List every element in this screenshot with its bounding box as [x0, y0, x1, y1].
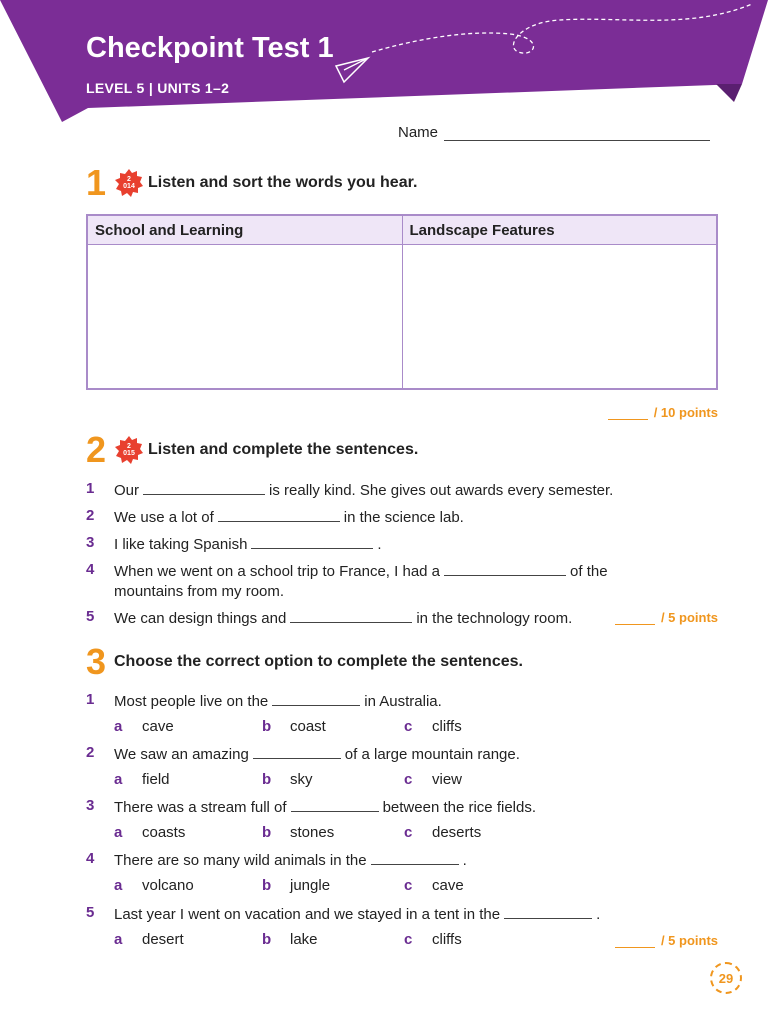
section-instruction: Choose the correct option to complete the sentences. [114, 653, 523, 670]
section-1-points [608, 405, 718, 420]
section-instruction: Listen and sort the words you hear. [148, 174, 418, 191]
option-b[interactable]: b stones [262, 824, 335, 841]
page-title: Checkpoint Test 1 [86, 32, 334, 64]
item-text: between the rice fields. [382, 799, 536, 816]
answer-blank[interactable] [290, 608, 412, 623]
item-text: . [462, 852, 467, 869]
audio-track-icon[interactable] [114, 435, 144, 465]
item-text: of a large mountain range. [344, 746, 520, 763]
option-b[interactable]: b lake [262, 931, 318, 948]
item-number: 5 [86, 608, 95, 625]
option-a[interactable]: a volcano [114, 877, 194, 894]
option-a[interactable]: a coasts [114, 824, 186, 841]
item-text: We saw an amazing [114, 746, 249, 763]
name-field [398, 124, 710, 141]
item-text: There was a stream full of [114, 799, 287, 816]
page-number-badge [710, 962, 742, 994]
answer-blank[interactable] [291, 797, 379, 812]
answer-blank[interactable] [143, 480, 265, 495]
option-c[interactable]: c view [404, 771, 463, 788]
option-c[interactable]: c deserts [404, 824, 482, 841]
page-number: 29 [718, 970, 734, 986]
points-label: / 5 points [660, 933, 718, 948]
audio-track-icon[interactable] [114, 168, 144, 198]
list-item [86, 691, 654, 712]
option-c[interactable]: c cliffs [404, 718, 462, 735]
item-text: . [377, 536, 382, 553]
table-cell-school[interactable] [87, 245, 402, 390]
list-item [86, 534, 654, 555]
list-item [86, 797, 654, 818]
table-header-landscape: Landscape Features [402, 215, 717, 245]
item-number: 1 [86, 691, 95, 708]
answer-blank[interactable] [253, 744, 341, 759]
answer-blank[interactable] [251, 534, 373, 549]
answer-blank[interactable] [218, 507, 340, 522]
answer-blank[interactable] [504, 904, 592, 919]
score-blank[interactable] [615, 935, 655, 948]
sort-table [86, 214, 718, 390]
option-a[interactable]: a desert [114, 931, 184, 948]
list-item [86, 850, 654, 871]
section-2-heading [86, 429, 419, 470]
section-3-points [615, 933, 718, 948]
audio-track-number: 2 015 [123, 443, 135, 457]
item-text: We can design things and [114, 610, 287, 627]
page-subtitle: LEVEL 5 | UNITS 1–2 [86, 80, 230, 96]
name-label: Name [398, 124, 439, 141]
item-text: in the science lab. [343, 509, 464, 526]
item-text: is really kind. She gives out awards every semester. [269, 482, 614, 499]
item-text: of the mountains from my room. [114, 563, 608, 600]
option-b[interactable]: b coast [262, 718, 326, 735]
section-instruction: Listen and complete the sentences. [148, 441, 419, 458]
option-b[interactable]: b jungle [262, 877, 331, 894]
item-text: There are so many wild animals in the [114, 852, 367, 869]
item-number: 5 [86, 904, 95, 921]
table-header-school: School and Learning [87, 215, 402, 245]
item-number: 3 [86, 797, 95, 814]
list-item [86, 608, 654, 629]
list-item [86, 904, 654, 925]
item-number: 1 [86, 480, 95, 497]
item-text: When we went on a school trip to France, I had a [114, 563, 441, 580]
answer-blank[interactable] [371, 850, 459, 865]
item-text: in Australia. [364, 693, 442, 710]
section-number: 1 [86, 162, 107, 203]
score-blank[interactable] [615, 612, 655, 625]
list-item [86, 507, 654, 528]
name-blank[interactable] [444, 124, 710, 141]
section-number: 3 [86, 641, 107, 682]
item-text: We use a lot of [114, 509, 214, 526]
option-b[interactable]: b sky [262, 771, 313, 788]
answer-blank[interactable] [444, 561, 566, 576]
list-item [86, 744, 654, 765]
score-blank[interactable] [608, 407, 648, 420]
section-3-heading [86, 641, 523, 682]
audio-track-number: 2 014 [123, 176, 135, 190]
section-number: 2 [86, 429, 107, 470]
points-label: / 10 points [653, 405, 718, 420]
header-banner [0, 0, 768, 125]
table-cell-landscape[interactable] [402, 245, 717, 390]
list-item [86, 480, 654, 501]
option-c[interactable]: c cave [404, 877, 464, 894]
list-item [86, 561, 654, 602]
item-number: 4 [86, 850, 95, 867]
item-text: in the technology room. [416, 610, 573, 627]
section-2-points [615, 610, 718, 625]
option-c[interactable]: c cliffs [404, 931, 462, 948]
answer-blank[interactable] [272, 691, 360, 706]
item-text: Most people live on the [114, 693, 269, 710]
option-a[interactable]: a field [114, 771, 170, 788]
item-number: 3 [86, 534, 95, 551]
item-text: Our [114, 482, 140, 499]
section-1-heading [86, 162, 418, 203]
item-text: Last year I went on vacation and we stayed in a tent in the [114, 906, 501, 923]
item-number: 2 [86, 744, 95, 761]
item-number: 2 [86, 507, 95, 524]
item-text: I like taking Spanish [114, 536, 248, 553]
points-label: / 5 points [660, 610, 718, 625]
option-a[interactable]: a cave [114, 718, 174, 735]
item-number: 4 [86, 561, 95, 578]
item-text: . [596, 906, 601, 923]
